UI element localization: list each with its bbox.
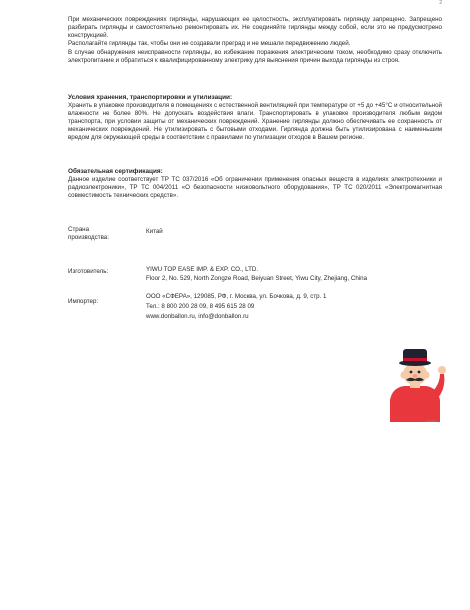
mascot-hand [438, 366, 446, 374]
mascot-hat-band [403, 358, 427, 361]
manufacturer-label: Изготовитель: [68, 268, 109, 275]
page-number: 2 [439, 0, 442, 6]
storage-heading: Условия хранения, транспортировки и утилизации: [68, 94, 233, 101]
importer-address: ООО «СФЕРА», 129085, РФ, г. Москва, ул. Бочкова, д. 9, стр. 1 [146, 293, 327, 300]
safety-paragraphs [68, 16, 442, 65]
storage-text: Хранить в упаковке производителя в помещениях с естественной вентиляцией при температуре от +5 до +45°С и относительной влажности не более 80%. Не допускать воздействия влаги. Транспортировать в упаковке производителя любым видом транспорта, при условии защиты от механических повреждений. Хранение гирлянды должно обеспечивать ее сохранность от механических повреждений. Не утилизировать с бытовыми отходами. Гирлянда должна быть утилизирована с наименьшим вредом для окружающей среды в соответствии с правилами по утилизации отходов в Вашем регионе. [68, 102, 442, 141]
importer-label: Импортер: [68, 298, 99, 305]
mascot-caption: donballon [426, 420, 438, 423]
certification-heading: Обязательная сертификация: [68, 168, 163, 175]
importer-phone: Тел.: 8 800 200 28 09, 8 495 615 28 09 [146, 303, 255, 310]
country-label: Страна производства: [68, 226, 109, 241]
country-value: Китай [146, 228, 163, 235]
certification-text: Данное изделие соответствует ТР ТС 037/2016 «Об ограничении применения опасных веществ в изделиях электротехники и радиоэлектроники», ТР ТС 004/2011 «О безопасности низковольтного оборудования», ТР ТС 020/2011 «Электромагнитная совместимость технических средств». [68, 176, 442, 199]
safety-paragraph-3: В случае обнаружения неисправности гирлянды, во избежание поражения электрическим током, необходимо сразу отключить электропитание и обратиться к квалифицированному электрику для выяснения причин выхода гирлянды из строя. [68, 48, 442, 64]
importer-web: www.donballon.ru, info@donballon.ru [146, 313, 249, 320]
safety-paragraph-1: При механических повреждениях гирлянды, нарушающих ее целостность, эксплуатировать гирлянду запрещено. Запрещено разбирать гирлянды и самостоятельно ремонтировать их. Не соединяйте гирлянды между собой, если это не предусмотрено конструкцией. [68, 16, 442, 39]
mascot-illustration [382, 348, 448, 422]
safety-paragraph-2: Располагайте гирлянды так, чтобы они не создавали преград и не мешали передвижению людей. [68, 40, 351, 48]
manufacturer-name: YIWU TOP EASE IMP. & EXP. CO., LTD. [146, 266, 259, 273]
manufacturer-address: Floor 2, No. 529, North Zongze Road, Beiyuan Street, Yiwu City, Zhejiang, China [146, 275, 368, 282]
mascot-shirt [390, 386, 440, 422]
